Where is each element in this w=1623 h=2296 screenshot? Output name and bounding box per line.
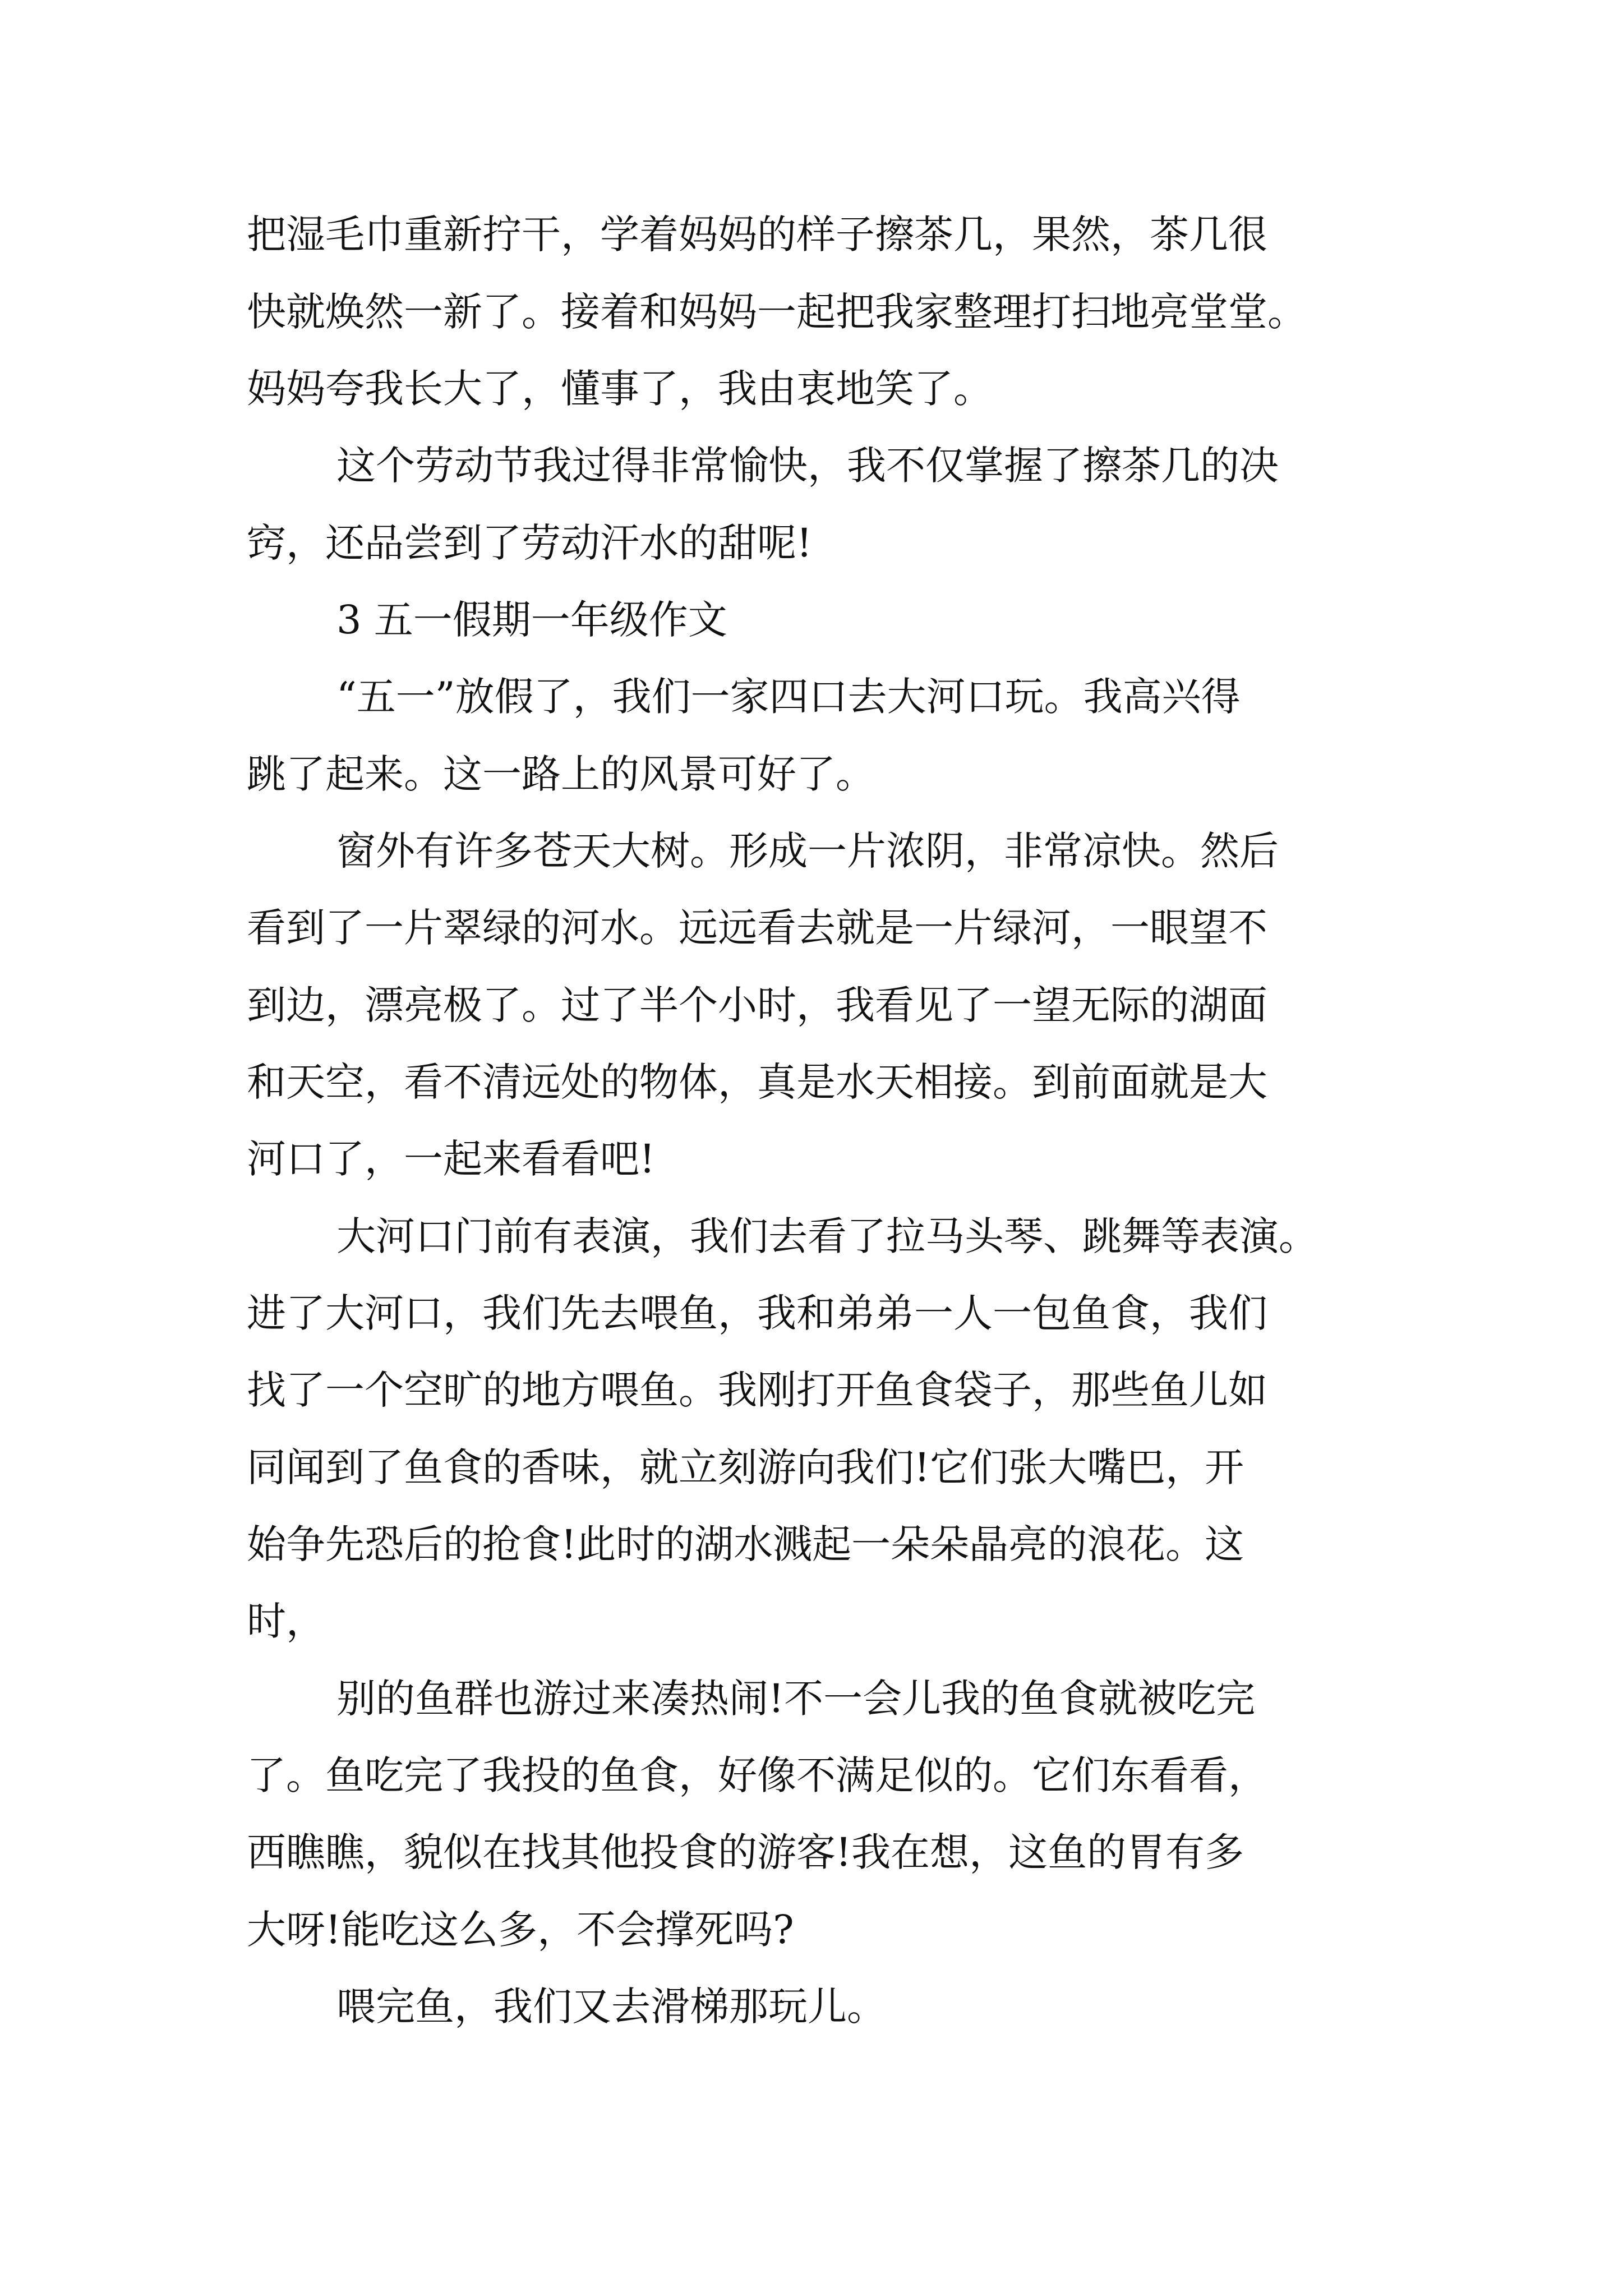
text-line: 进了大河口，我们先去喂鱼，我和弟弟一人一包鱼食，我们 xyxy=(247,1290,1267,1336)
paragraph-first-line: “五一”放假了，我们一家四口去大河口玩。我高兴得 xyxy=(336,674,1241,720)
text-line: 了。鱼吃完了我投的鱼食，好像不满足似的。它们东看看， xyxy=(247,1752,1267,1798)
text-line: 找了一个空旷的地方喂鱼。我刚打开鱼食袋子，那些鱼儿如 xyxy=(247,1367,1267,1413)
paragraph-first-line: 别的鱼群也游过来凑热闹!不一会儿我的鱼食就被吃完 xyxy=(336,1676,1256,1722)
paragraph-first-line: 大河口门前有表演，我们去看了拉马头琴、跳舞等表演。 xyxy=(336,1213,1318,1259)
text-line: 妈妈夸我长大了，懂事了，我由衷地笑了。 xyxy=(247,366,993,412)
text-line: 到边，漂亮极了。过了半个小时，我看见了一望无际的湖面 xyxy=(247,982,1267,1028)
text-line: 始争先恐后的抢食!此时的湖水溅起一朵朵晶亮的浪花。这 xyxy=(247,1521,1244,1567)
text-line: 把湿毛巾重新拧干，学着妈妈的样子擦茶几，果然，茶几很 xyxy=(247,211,1267,257)
paragraph-first-line: 这个劳动节我过得非常愉快，我不仅掌握了擦茶几的决 xyxy=(336,443,1279,489)
text-line: 西瞧瞧，貌似在找其他投食的游客!我在想，这鱼的胃有多 xyxy=(247,1829,1244,1875)
text-line: 跳了起来。这一路上的风景可好了。 xyxy=(247,751,875,797)
text-line: 河口了，一起来看看吧! xyxy=(247,1136,656,1182)
text-line: 快就焕然一新了。接着和妈妈一起把我家整理打扫地亮堂堂。 xyxy=(247,289,1307,335)
paragraph-first-line: 喂完鱼，我们又去滑梯那玩儿。 xyxy=(336,1984,886,2030)
paragraph-first-line: 窗外有许多苍天大树。形成一片浓阴，非常凉快。然后 xyxy=(336,828,1279,874)
text-line: 同闻到了鱼食的香味，就立刻游向我们!它们张大嘴巴，开 xyxy=(247,1444,1244,1490)
text-line: 大呀!能吃这么多，不会撑死吗? xyxy=(247,1907,794,1953)
text-line: 窍，还品尝到了劳动汗水的甜呢! xyxy=(247,520,813,566)
text-line: 看到了一片翠绿的河水。远远看去就是一片绿河，一眼望不 xyxy=(247,905,1267,951)
section-heading: 3 五一假期一年级作文 xyxy=(336,597,727,643)
text-line: 和天空，看不清远处的物体，真是水天相接。到前面就是大 xyxy=(247,1059,1267,1105)
text-line: 时， xyxy=(247,1598,325,1644)
